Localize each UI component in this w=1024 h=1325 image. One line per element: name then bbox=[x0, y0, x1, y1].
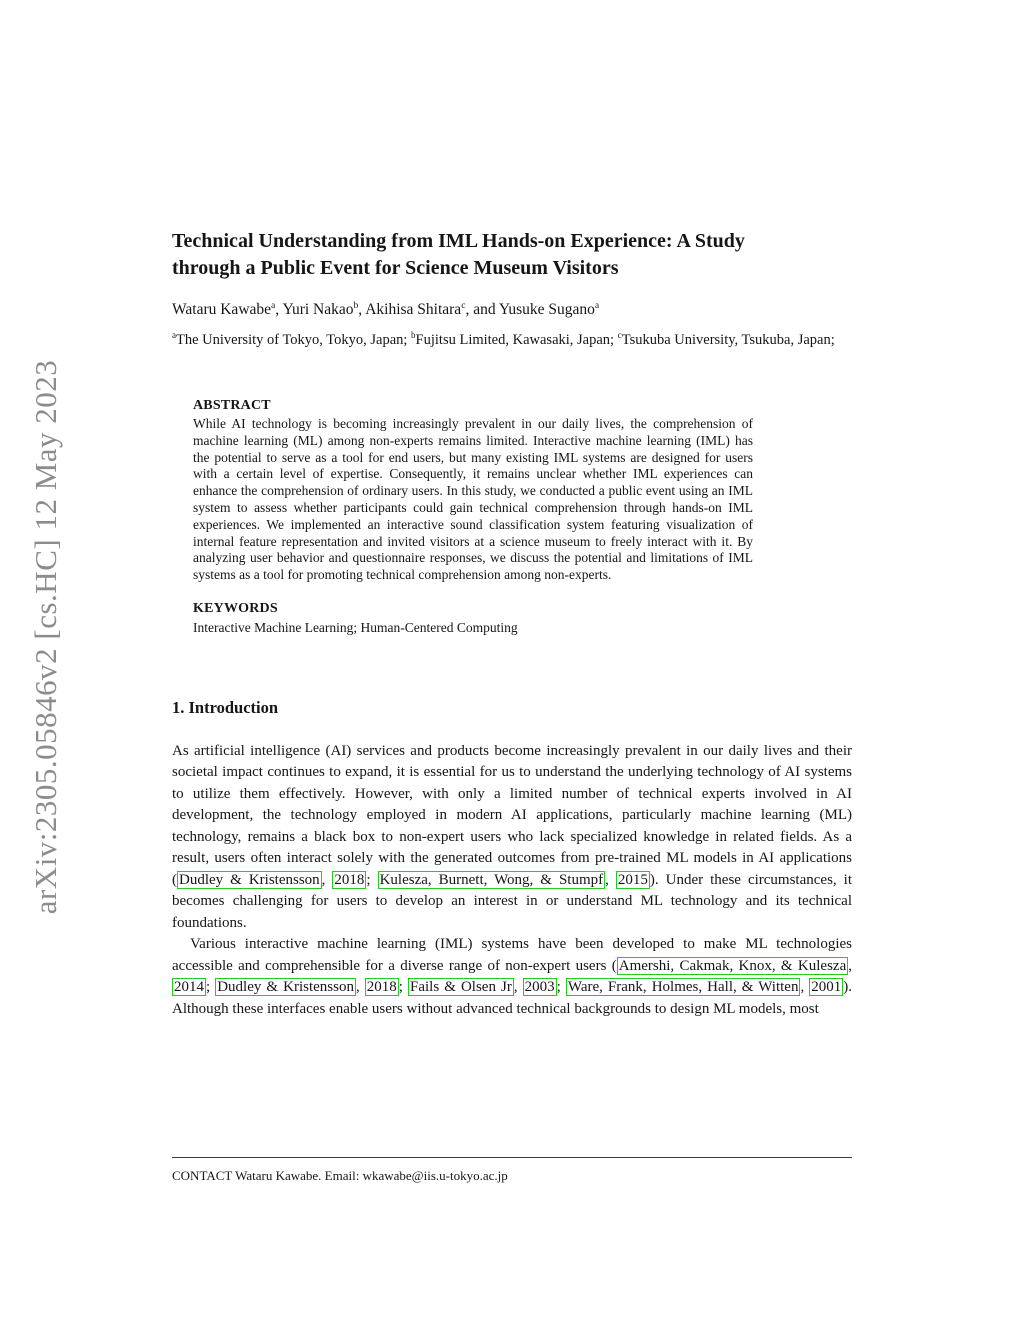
author-list: Wataru Kawabe$^a$, Yuri Nakao$^b$, Akihisa Shitara$^c$, and Yusuke Sugano$^a$ bbox=[172, 299, 600, 318]
footer-rule bbox=[172, 1157, 852, 1158]
paragraph: As artificial intelligence (AI) services and products become increasingly prevalent in our daily lives and their societal impact continues to expand, it is essential for us to understand the underlying technology of AI systems to utilize them effectively. However, with only a limited number of technical experts involved in AI development, the technology employed in modern AI applications, particularly machine learning (ML) technology, remains a black box to non-expert users who lack specialized knowledge in related fields. As a result, users often interact solely with the generated outcomes from pre-trained ML models in AI applications ( Dudley & Kristensson , 2018 ; Kulesza, Burnett, Wong, & Stumpf , 2015 ). Under these circumstances, it becomes challenging for users to develop an interest in or understand ML technology and its technical foundations. bbox=[172, 742, 852, 931]
citation-link[interactable]: Dudley & Kristensson bbox=[179, 871, 320, 888]
citation-link[interactable]: 2015 bbox=[617, 871, 648, 888]
superscript-marker: a bbox=[594, 299, 600, 311]
intro-paragraphs bbox=[172, 741, 852, 1021]
paper-title-line-2: through a Public Event for Science Museum Visitors bbox=[172, 257, 619, 279]
paragraph: Various interactive machine learning (IML) systems have been developed to make ML technologies accessible and comprehensible for a diverse range of non-expert users ( Amershi, Cakmak, Knox, & Kulesza , 2014 ; Dudley & Kristensson , 2018 ; Fails & Olsen Jr , 2003 ; Ware, Frank, Holmes, Hall, & Witten , 2001 ). Although these interfaces enable users without advanced technical backgrounds to design ML models, most bbox=[172, 936, 853, 1017]
keywords-section bbox=[193, 600, 753, 636]
citation-link[interactable]: 2003 bbox=[524, 979, 555, 996]
arxiv-watermark: arXiv:2305.05846v2 [cs.HC] 12 May 2023 bbox=[28, 359, 63, 915]
superscript-marker: a bbox=[172, 330, 176, 341]
abstract-section bbox=[193, 397, 753, 584]
superscript-marker: c bbox=[617, 330, 622, 341]
superscript-marker: b bbox=[353, 299, 359, 311]
citation-link[interactable]: Fails & Olsen Jr bbox=[410, 979, 512, 996]
superscript-marker: c bbox=[461, 299, 466, 311]
citation-link[interactable]: 2018 bbox=[334, 871, 365, 888]
citation-link[interactable]: Amershi, Cakmak, Knox, & Kulesza bbox=[618, 957, 847, 974]
citation-link[interactable]: 2001 bbox=[811, 979, 842, 996]
superscript-marker: a bbox=[271, 299, 276, 311]
citation-link[interactable]: Dudley & Kristensson bbox=[217, 979, 354, 996]
superscript-marker: b bbox=[411, 330, 416, 341]
citation-link[interactable]: 2014 bbox=[174, 979, 204, 996]
paper-title-line-1: Technical Understanding from IML Hands-on Experience: A Study bbox=[172, 230, 745, 252]
affiliation-list: $^a$The University of Tokyo, Tokyo, Japan; $^b$Fujitsu Limited, Kawasaki, Japan; $^c$Tsukuba University, Tsukuba, Japan; bbox=[172, 330, 835, 348]
abstract-text: While AI technology is becoming increasingly prevalent in our daily lives, the comprehension of machine learning (ML) among non-experts remains limited. Interactive machine learning (IML) has the potential to serve as a tool for end users, but many existing IML systems are designed for users with a certain level of expertise. Consequently, it remains unclear whether IML experiences can enhance the comprehension of ordinary users. In this study, we conducted a public event using an IML system to assess whether participants could gain technical comprehension through hands-on IML experiences. We implemented an interactive sound classification system featuring visualization of internal feature representation and invited visitors at a science museum to freely interact with it. By analyzing user behavior and questionnaire responses, we discuss the potential and limitations of IML systems as a tool for promoting technical comprehension among non-experts. bbox=[193, 416, 753, 583]
section-heading-introduction: 1. Introduction bbox=[172, 697, 279, 717]
citation-link[interactable]: 2018 bbox=[366, 979, 397, 996]
citation-link[interactable]: Ware, Frank, Holmes, Hall, & Witten bbox=[567, 979, 799, 996]
citation-link[interactable]: Kulesza, Burnett, Wong, & Stumpf bbox=[379, 871, 604, 888]
keywords-text: Interactive Machine Learning; Human-Centered Computing bbox=[193, 619, 518, 635]
paper-content bbox=[172, 228, 852, 1020]
paper-title bbox=[172, 228, 852, 282]
abstract-heading: ABSTRACT bbox=[193, 398, 271, 413]
keywords-heading: KEYWORDS bbox=[193, 600, 278, 616]
page-footer bbox=[172, 1157, 852, 1184]
contact-line: CONTACT Wataru Kawabe. Email: wkawabe@iis.u-tokyo.ac.jp bbox=[172, 1168, 508, 1183]
